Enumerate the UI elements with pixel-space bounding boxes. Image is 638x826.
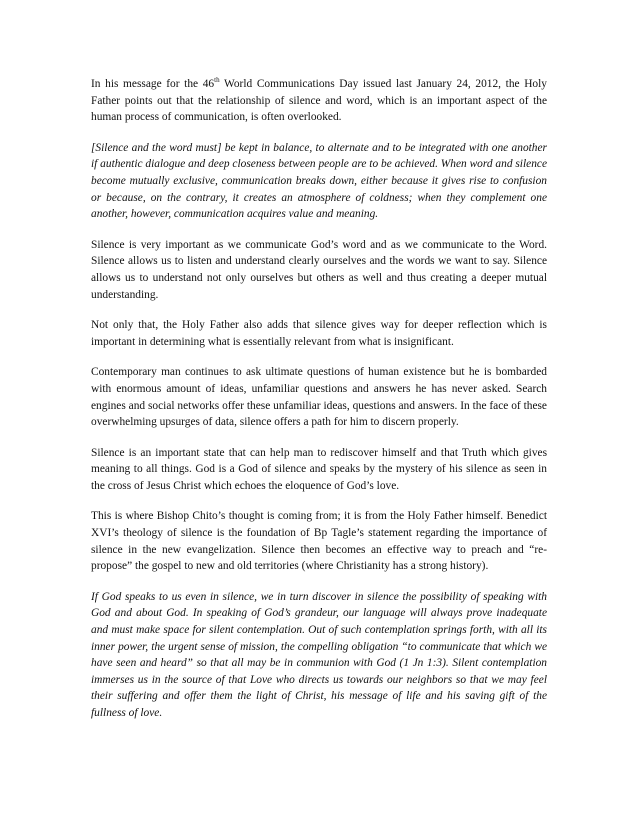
paragraph-intro-text-a: In his message for the 46 <box>91 78 215 90</box>
paragraph-silence-importance: Silence is very important as we communicate God’s word and as we communicate to the Word. Silence allows us to listen and understand clearly ourselves and the words we want to say. Silence allows us to understand not only ourselves but others as well and thus creating a deeper mutual understanding. <box>91 238 547 301</box>
paragraph-intro-text-b: World Communications Day issued last January 24, 2012, the Holy Father points out that the relationship of silence and word, which is an important aspect of the human process of communication, is often overlooked. <box>91 78 547 124</box>
document-body <box>91 76 547 736</box>
paragraph-rediscover-truth: Silence is an important state that can help man to rediscover himself and that Truth which gives meaning to all things. God is a God of silence and speaks by the mystery of his silence as seen in the cross of Jesus Christ which echoes the eloquence of God’s love. <box>91 446 547 492</box>
paragraph-contemporary-man: Contemporary man continues to ask ultimate questions of human existence but he is bombarded with enormous amount of ideas, unfamiliar questions and answers he has never asked. Search engines and social networks offer these unfamiliar ideas, questions and answers. In the face of these overwhelming upsurges of data, silence offers a path for him to discern properly. <box>91 366 547 429</box>
paragraph-bishop-chito: This is where Bishop Chito’s thought is coming from; it is from the Holy Father himself. Benedict XVI’s theology of silence is the foundation of Bp Tagle’s statement regarding the importance of silence in the new evangelization. Silence then becomes an effective way to preach and “re-propose” the gospel to new and old territories (where Christianity has a strong history). <box>91 510 547 573</box>
paragraph-intro <box>91 76 547 126</box>
quote-paragraph-god-speaks: If God speaks to us even in silence, we in turn discover in silence the possibility of speaking with God and about God. In speaking of God’s grandeur, our language will always prove inadequate and must make space for silent contemplation. Out of such contemplation springs forth, with all its inner power, the urgent sense of mission, the compelling obligation “to communicate that which we have seen and heard” so that all may be in communion with God (1 Jn 1:3). Silent contemplation immerses us in the source of that Love who directs us towards our neighbors so that we may feel their suffering and offer them the light of Christ, his message of life and his saving gift of the fullness of love. <box>91 590 547 719</box>
quote-paragraph-silence-word: [Silence and the word must] be kept in balance, to alternate and to be integrated with one another if authentic dialogue and deep closeness between people are to be achieved. When word and silence become mutually exclusive, communication breaks down, either because it gives rise to confusion or because, on the contrary, it creates an atmosphere of coldness; when they complement one another, however, communication acquires value and meaning. <box>91 141 547 221</box>
paragraph-holy-father-reflection: Not only that, the Holy Father also adds that silence gives way for deeper reflection which is important in determining what is essentially relevant from what is insignificant. <box>91 319 547 348</box>
ordinal-suffix: th <box>214 76 220 85</box>
